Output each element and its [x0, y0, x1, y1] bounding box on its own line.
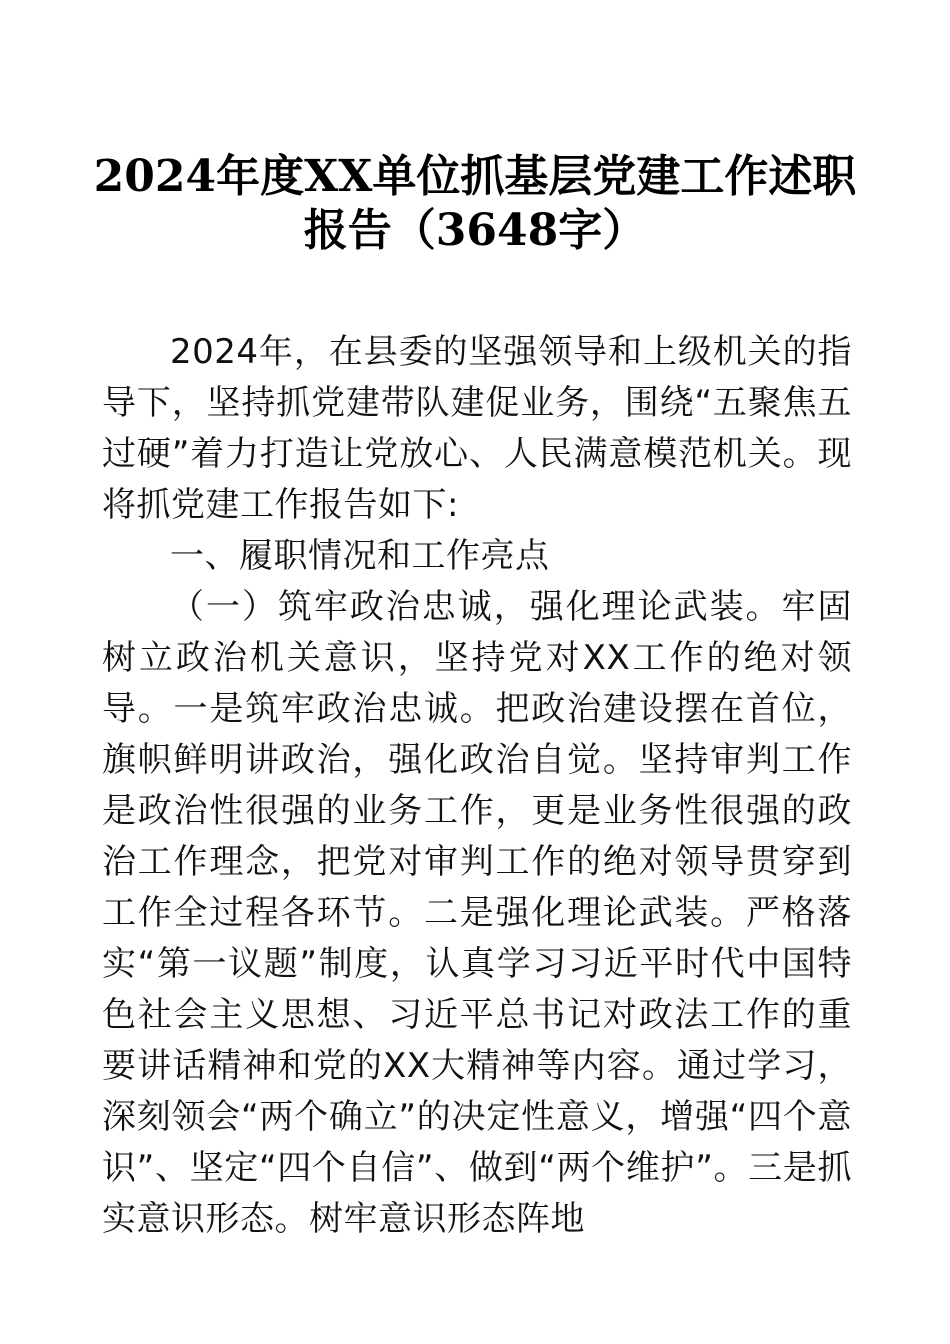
section-heading: 一、履职情况和工作亮点	[170, 536, 550, 576]
document-body	[102, 327, 852, 1245]
subsection-paragraph: （一）筑牢政治忠诚，强化理论武装。牢固树立政治机关意识，坚持党对XX工作的绝对领导。一是筑牢政治忠诚。把政治建设摆在首位，旗帜鲜明讲政治，强化政治自觉。坚持审判工作是政治性很强的业务工作，更是业务性很强的政治工作理念，把党对审判工作的绝对领导贯穿到工作全过程各环节。二是强化理论武装。严格落实“第一议题”制度，认真学习习近平时代中国特色社会主义思想、习近平总书记对政法工作的重要讲话精神和党的XX大精神等内容。通过学习，深刻领会“两个确立”的决定性意义，增强“四个意识”、坚定“四个自信”、做到“两个维护”。三是抓实意识形态。树牢意识形态阵地	[102, 587, 852, 1239]
document-title: 2024年度XX单位抓基层党建工作述职报告（3648字）	[93, 151, 857, 256]
intro-paragraph: 2024年，在县委的坚强领导和上级机关的指导下，坚持抓党建带队建促业务，围绕“五聚焦五过硬”着力打造让党放心、人民满意模范机关。现将抓党建工作报告如下:	[102, 332, 852, 525]
